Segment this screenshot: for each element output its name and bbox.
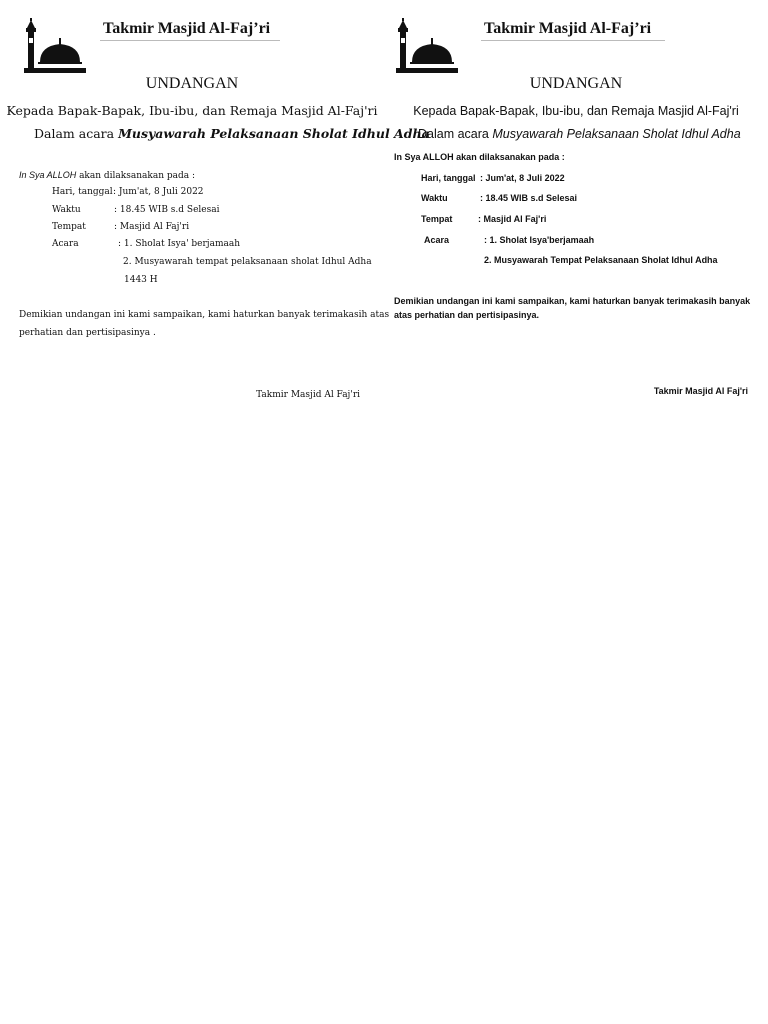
- org-name: Takmir Masjid Al-Faj’ri: [484, 20, 652, 37]
- row-value: : 1. Sholat Isya'berjamaah: [484, 235, 595, 245]
- signature: Takmir Masjid Al Faj'ri: [256, 390, 360, 400]
- row-value: : Masjid Al Faj'ri: [478, 214, 547, 224]
- invitation-left: [0, 0, 430, 410]
- event-prefix: Dalam acara: [34, 126, 119, 141]
- row-label: Acara: [52, 239, 79, 249]
- org-name: Takmir Masjid Al-Faj’ri: [103, 20, 271, 37]
- event-line: [418, 127, 741, 141]
- agenda-item: 2. Musyawarah Tempat Pelaksanaan Sholat Idhul Adha: [484, 255, 718, 265]
- event-name: Musyawarah Pelaksanaan Sholat Idhul Adha: [118, 126, 430, 141]
- invitation-title: UNDANGAN: [529, 75, 623, 92]
- intro-italic: In Sya ALLOH: [19, 170, 77, 180]
- row-value: : 18.45 WIB s.d Selesai: [480, 193, 578, 203]
- event-line: [34, 126, 430, 141]
- intro-line: [19, 170, 195, 181]
- mosque-logo: [394, 18, 460, 74]
- closing-line-2: atas perhatian dan pertisipasinya.: [394, 310, 540, 320]
- invitation-right: [384, 0, 768, 410]
- recipients-line: Kepada Bapak-Bapak, Ibu-ibu, dan Remaja Masjid Al-Faj'ri: [413, 104, 739, 118]
- event-prefix: Dalam acara: [418, 127, 493, 141]
- recipients-line: Kepada Bapak-Bapak, Ibu-ibu, dan Remaja Masjid Al-Faj'ri: [6, 103, 378, 118]
- row-label: Hari, tanggal: [52, 187, 113, 197]
- row-value: : 1. Sholat Isya' berjamaah: [118, 239, 241, 249]
- row-label: Waktu: [52, 205, 81, 215]
- org-name-underline: [481, 40, 665, 41]
- closing-line-1: Demikian undangan ini kami sampaikan, kami haturkan banyak terimakasih atas: [19, 310, 390, 320]
- event-name: Musyawarah Pelaksanaan Sholat Idhul Adha: [492, 127, 741, 141]
- row-label: Waktu: [421, 193, 448, 203]
- row-value: : Masjid Al Faj'ri: [114, 222, 190, 232]
- mosque-logo: [22, 18, 88, 74]
- row-value: : Jum'at, 8 Juli 2022: [113, 187, 204, 197]
- org-name-underline: [100, 40, 280, 41]
- signature: Takmir Masjid Al Faj'ri: [653, 386, 748, 396]
- agenda-item: 2. Musyawarah tempat pelaksanaan sholat Idhul Adha: [123, 257, 372, 267]
- invitation-title: UNDANGAN: [145, 75, 239, 92]
- closing-line-1: Demikian undangan ini kami sampaikan, kami haturkan banyak terimakasih banyak: [394, 296, 751, 306]
- intro-rest: akan dilaksanakan pada :: [76, 171, 196, 181]
- intro-line: In Sya ALLOH akan dilaksanakan pada :: [394, 152, 565, 162]
- row-value: : Jum'at, 8 Juli 2022: [480, 173, 565, 183]
- agenda-item-cont: 1443 H: [124, 275, 158, 285]
- row-label: Tempat: [52, 222, 86, 232]
- row-label: Tempat: [421, 214, 453, 224]
- row-label: Hari, tanggal: [421, 173, 476, 183]
- row-value: : 18.45 WIB s.d Selesai: [114, 205, 220, 215]
- row-label: Acara: [424, 235, 450, 245]
- closing-line-2: perhatian dan pertisipasinya .: [19, 328, 156, 338]
